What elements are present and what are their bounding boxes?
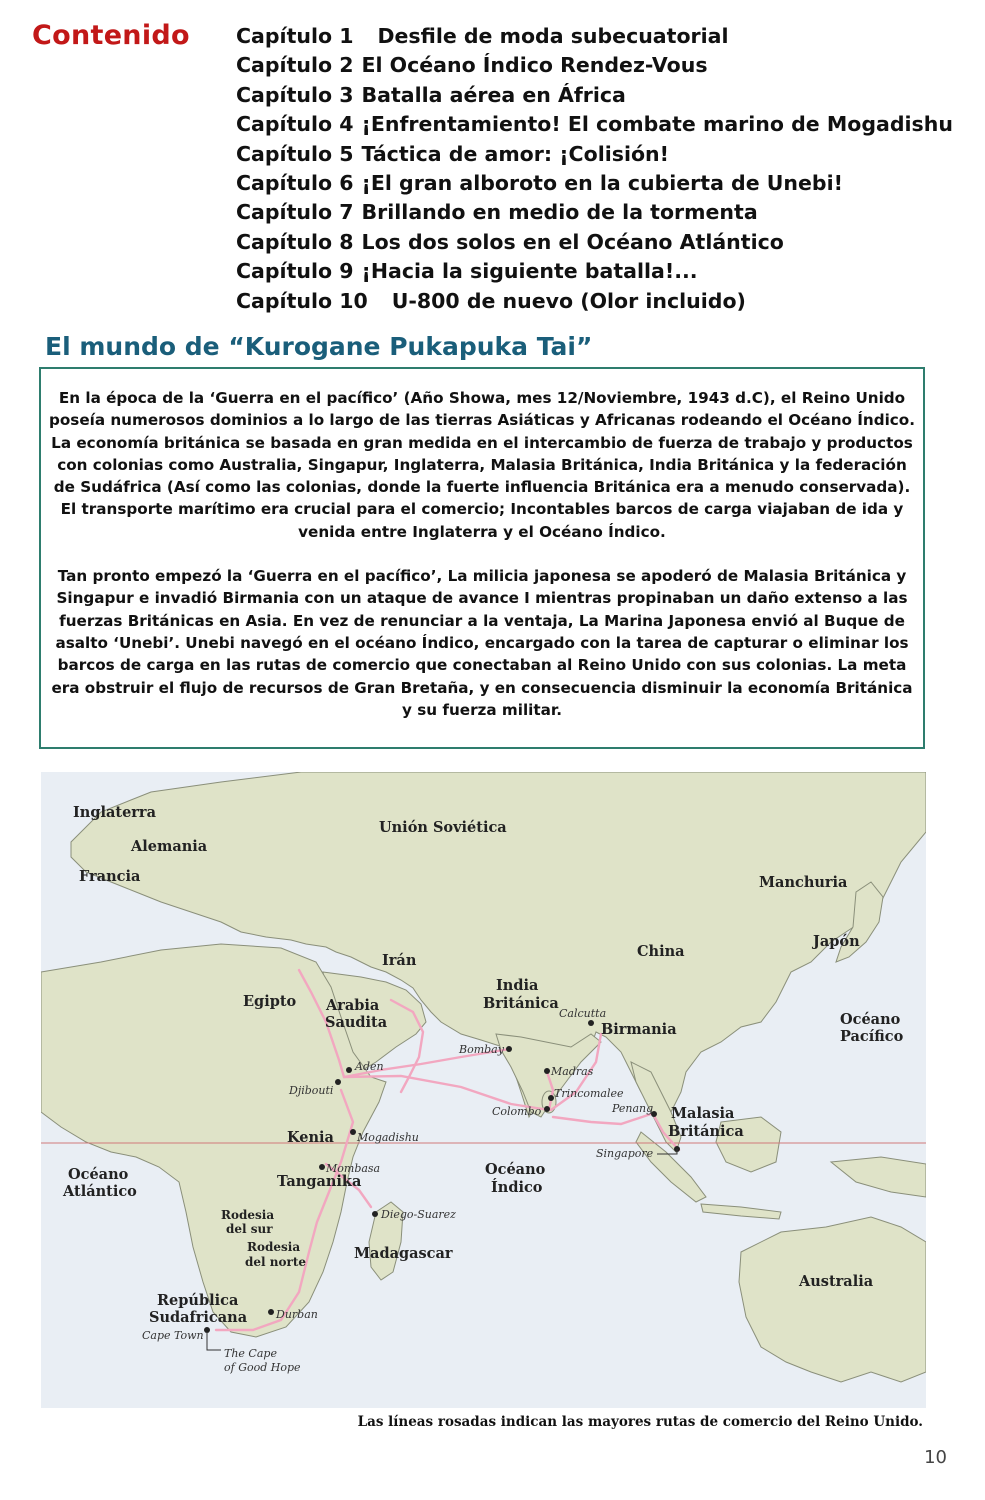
label-egipto: Egipto xyxy=(243,993,297,1010)
world-section-title: El mundo de “Kurogane Pukapuka Tai” xyxy=(45,332,593,361)
city-dot-colombo xyxy=(544,1106,550,1112)
city-label-diego-suarez: Diego-Suarez xyxy=(381,1208,456,1221)
chapter-number: Capítulo 2 xyxy=(236,53,354,78)
chapter-title: Táctica de amor: ¡Colisión! xyxy=(361,141,669,166)
label-saudita: Saudita xyxy=(325,1014,388,1031)
label-tanganika: Tanganika xyxy=(277,1173,362,1190)
chapter-title: ¡El gran alboroto en la cubierta de Unebi! xyxy=(361,171,843,196)
chapter-title: ¡Enfrentamiento! El combate marino de Mogadishu xyxy=(361,112,953,137)
label-china: China xyxy=(637,943,685,960)
label-arabia: Arabia xyxy=(326,997,380,1014)
toc-item xyxy=(236,81,953,110)
chapter-title: Los dos solos en el Océano Atlántico xyxy=(361,229,784,254)
intro-text-box xyxy=(39,367,925,749)
city-dot-calcutta xyxy=(588,1020,594,1026)
city-label-cape-good-hope: The Cape xyxy=(224,1347,277,1360)
label-inglaterra: Inglaterra xyxy=(73,804,156,821)
city-label-penang: Penang xyxy=(612,1102,654,1115)
map-canvas xyxy=(41,772,926,1408)
city-label-djibouti: Djibouti xyxy=(289,1084,334,1097)
label-kenia: Kenia xyxy=(287,1129,334,1146)
label-atlantico: Atlántico xyxy=(63,1183,137,1200)
label-sudafricana: Sudafricana xyxy=(149,1309,248,1326)
chapter-title: ¡Hacia la siguiente batalla!... xyxy=(361,259,698,284)
chapter-number: Capítulo 9 xyxy=(236,259,354,284)
label-rodesia-sur: Rodesia xyxy=(221,1208,275,1222)
intro-paragraph: En la época de la ‘Guerra en el pacífico’ (Año Showa, mes 12/Noviembre, 1943 d.C), el Reino Unido poseía numerosos dominios a lo largo de las tierras Asiáticas y Africanas rodeando el Océano Índico. La economía británica se basada en gran medida en el intercambio de fuerza de trabajo y productos con colonias como Australia, Singapur, Inglaterra, Malasia Británica, India Británica y la federación de Sudáfrica (Así como las colonias, donde la fuerte influencia Británica era a menudo conservada). El transporte marítimo era crucial para el comercio; Incontables barcos de carga viajaban de ida y venida entre Inglaterra y el Océano Índico. xyxy=(48,389,915,541)
city-label-madras: Madras xyxy=(551,1065,594,1078)
city-label-mogadishu: Mogadishu xyxy=(357,1131,419,1144)
page-number: 10 xyxy=(924,1447,947,1468)
toc-item xyxy=(236,257,953,286)
city-dot-djibouti xyxy=(335,1079,341,1085)
city-dot-diego-suarez xyxy=(372,1211,378,1217)
city-label-colombo: Colombo xyxy=(492,1105,542,1118)
chapter-title: Batalla aérea en África xyxy=(361,82,626,107)
label-malasia-britanica: Británica xyxy=(668,1123,744,1140)
city-label-cape-town: Cape Town xyxy=(142,1329,204,1342)
chapter-number: Capítulo 8 xyxy=(236,229,354,254)
label-rodesia-norte: Rodesia xyxy=(247,1240,301,1254)
label-pacifico: Pacífico xyxy=(840,1028,904,1045)
city-dot-mogadishu xyxy=(350,1129,356,1135)
toc-item xyxy=(236,198,953,227)
label-oceano-atlantico: Océano xyxy=(68,1166,129,1183)
label-oceano-pacifico: Océano xyxy=(840,1011,901,1028)
toc-item xyxy=(236,228,953,257)
label-oceano-indico: Océano xyxy=(485,1161,546,1178)
trade-routes-map xyxy=(41,772,926,1408)
label-republica: República xyxy=(157,1292,239,1309)
intro-paragraph: Tan pronto empezó la ‘Guerra en el pacífico’, La milicia japonesa se apoderó de Malasia Británica y Singapur e invadió Birmania con un ataque de avance I mientras propinaban un daño extenso a las fuerzas Británicas en Asia. En vez de renunciar a la ventaja, La Marina Japonesa envió al Buque de asalto ‘Unebi’. Unebi navegó en el océano Índico, encargado con la tarea de capturar o eliminar los barcos de carga en las rutas de comercio que conectaban al Reino Unido con sus colonias. La meta era obstruir el flujo de recursos de Gran Bretaña, y en consecuencia disminuir la economía Británica y su fuerza militar. xyxy=(51,567,913,719)
chapter-number: Capítulo 10 xyxy=(236,288,368,313)
toc-item xyxy=(236,287,953,316)
toc-item xyxy=(236,169,953,198)
city-label-durban: Durban xyxy=(276,1308,318,1321)
chapter-number: Capítulo 5 xyxy=(236,141,354,166)
chapter-number: Capítulo 3 xyxy=(236,82,354,107)
label-francia: Francia xyxy=(79,868,141,885)
label-madagascar: Madagascar xyxy=(354,1245,453,1262)
city-dot-mombasa xyxy=(319,1164,325,1170)
toc-item xyxy=(236,140,953,169)
toc-item xyxy=(236,110,953,139)
city-label-trincomalee: Trincomalee xyxy=(554,1087,624,1100)
chapter-number: Capítulo 6 xyxy=(236,171,354,196)
map-caption: Las líneas rosadas indican las mayores rutas de comercio del Reino Unido. xyxy=(357,1414,923,1430)
label-union-sovietica: Unión Soviética xyxy=(379,819,507,836)
chapter-title: El Océano Índico Rendez-Vous xyxy=(361,53,708,78)
chapter-number: Capítulo 4 xyxy=(236,112,354,137)
label-del-norte: del norte xyxy=(245,1255,306,1269)
chapter-title: Desfile de moda subecuatorial xyxy=(377,24,729,48)
chapter-title: Brillando en medio de la tormenta xyxy=(361,200,758,225)
label-alemania: Alemania xyxy=(131,838,208,855)
chapter-number: Capítulo 7 xyxy=(236,200,354,225)
chapter-number: Capítulo 1 xyxy=(236,24,354,48)
label-japon: Japón xyxy=(813,933,860,950)
label-iran: Irán xyxy=(382,952,417,969)
toc-list xyxy=(236,22,953,316)
label-del-sur: del sur xyxy=(226,1222,273,1236)
city-label-calcutta: Calcutta xyxy=(559,1007,607,1020)
city-dot-durban xyxy=(268,1309,274,1315)
label-manchuria: Manchuria xyxy=(759,874,848,891)
city-dot-bombay xyxy=(506,1046,512,1052)
toc-item xyxy=(236,22,953,51)
chapter-title: U-800 de nuevo (Olor incluido) xyxy=(391,288,746,313)
label-indico: Índico xyxy=(491,1179,543,1196)
label-birmania: Birmania xyxy=(601,1021,677,1038)
city-dot-aden xyxy=(346,1067,352,1073)
city-dot-madras xyxy=(544,1068,550,1074)
city-label-aden: Aden xyxy=(355,1060,384,1073)
city-label-bombay: Bombay xyxy=(459,1043,504,1056)
label-australia: Australia xyxy=(799,1273,874,1290)
city-label-singapore: Singapore xyxy=(596,1147,654,1160)
label-india-britanica: Británica xyxy=(483,995,559,1012)
city-label-mombasa: Mombasa xyxy=(326,1162,381,1175)
label-india: India xyxy=(496,977,539,994)
toc-heading: Contenido xyxy=(32,20,190,51)
label-malasia: Malasia xyxy=(671,1105,735,1122)
city-label-good-hope: of Good Hope xyxy=(224,1361,301,1374)
toc-item xyxy=(236,51,953,80)
